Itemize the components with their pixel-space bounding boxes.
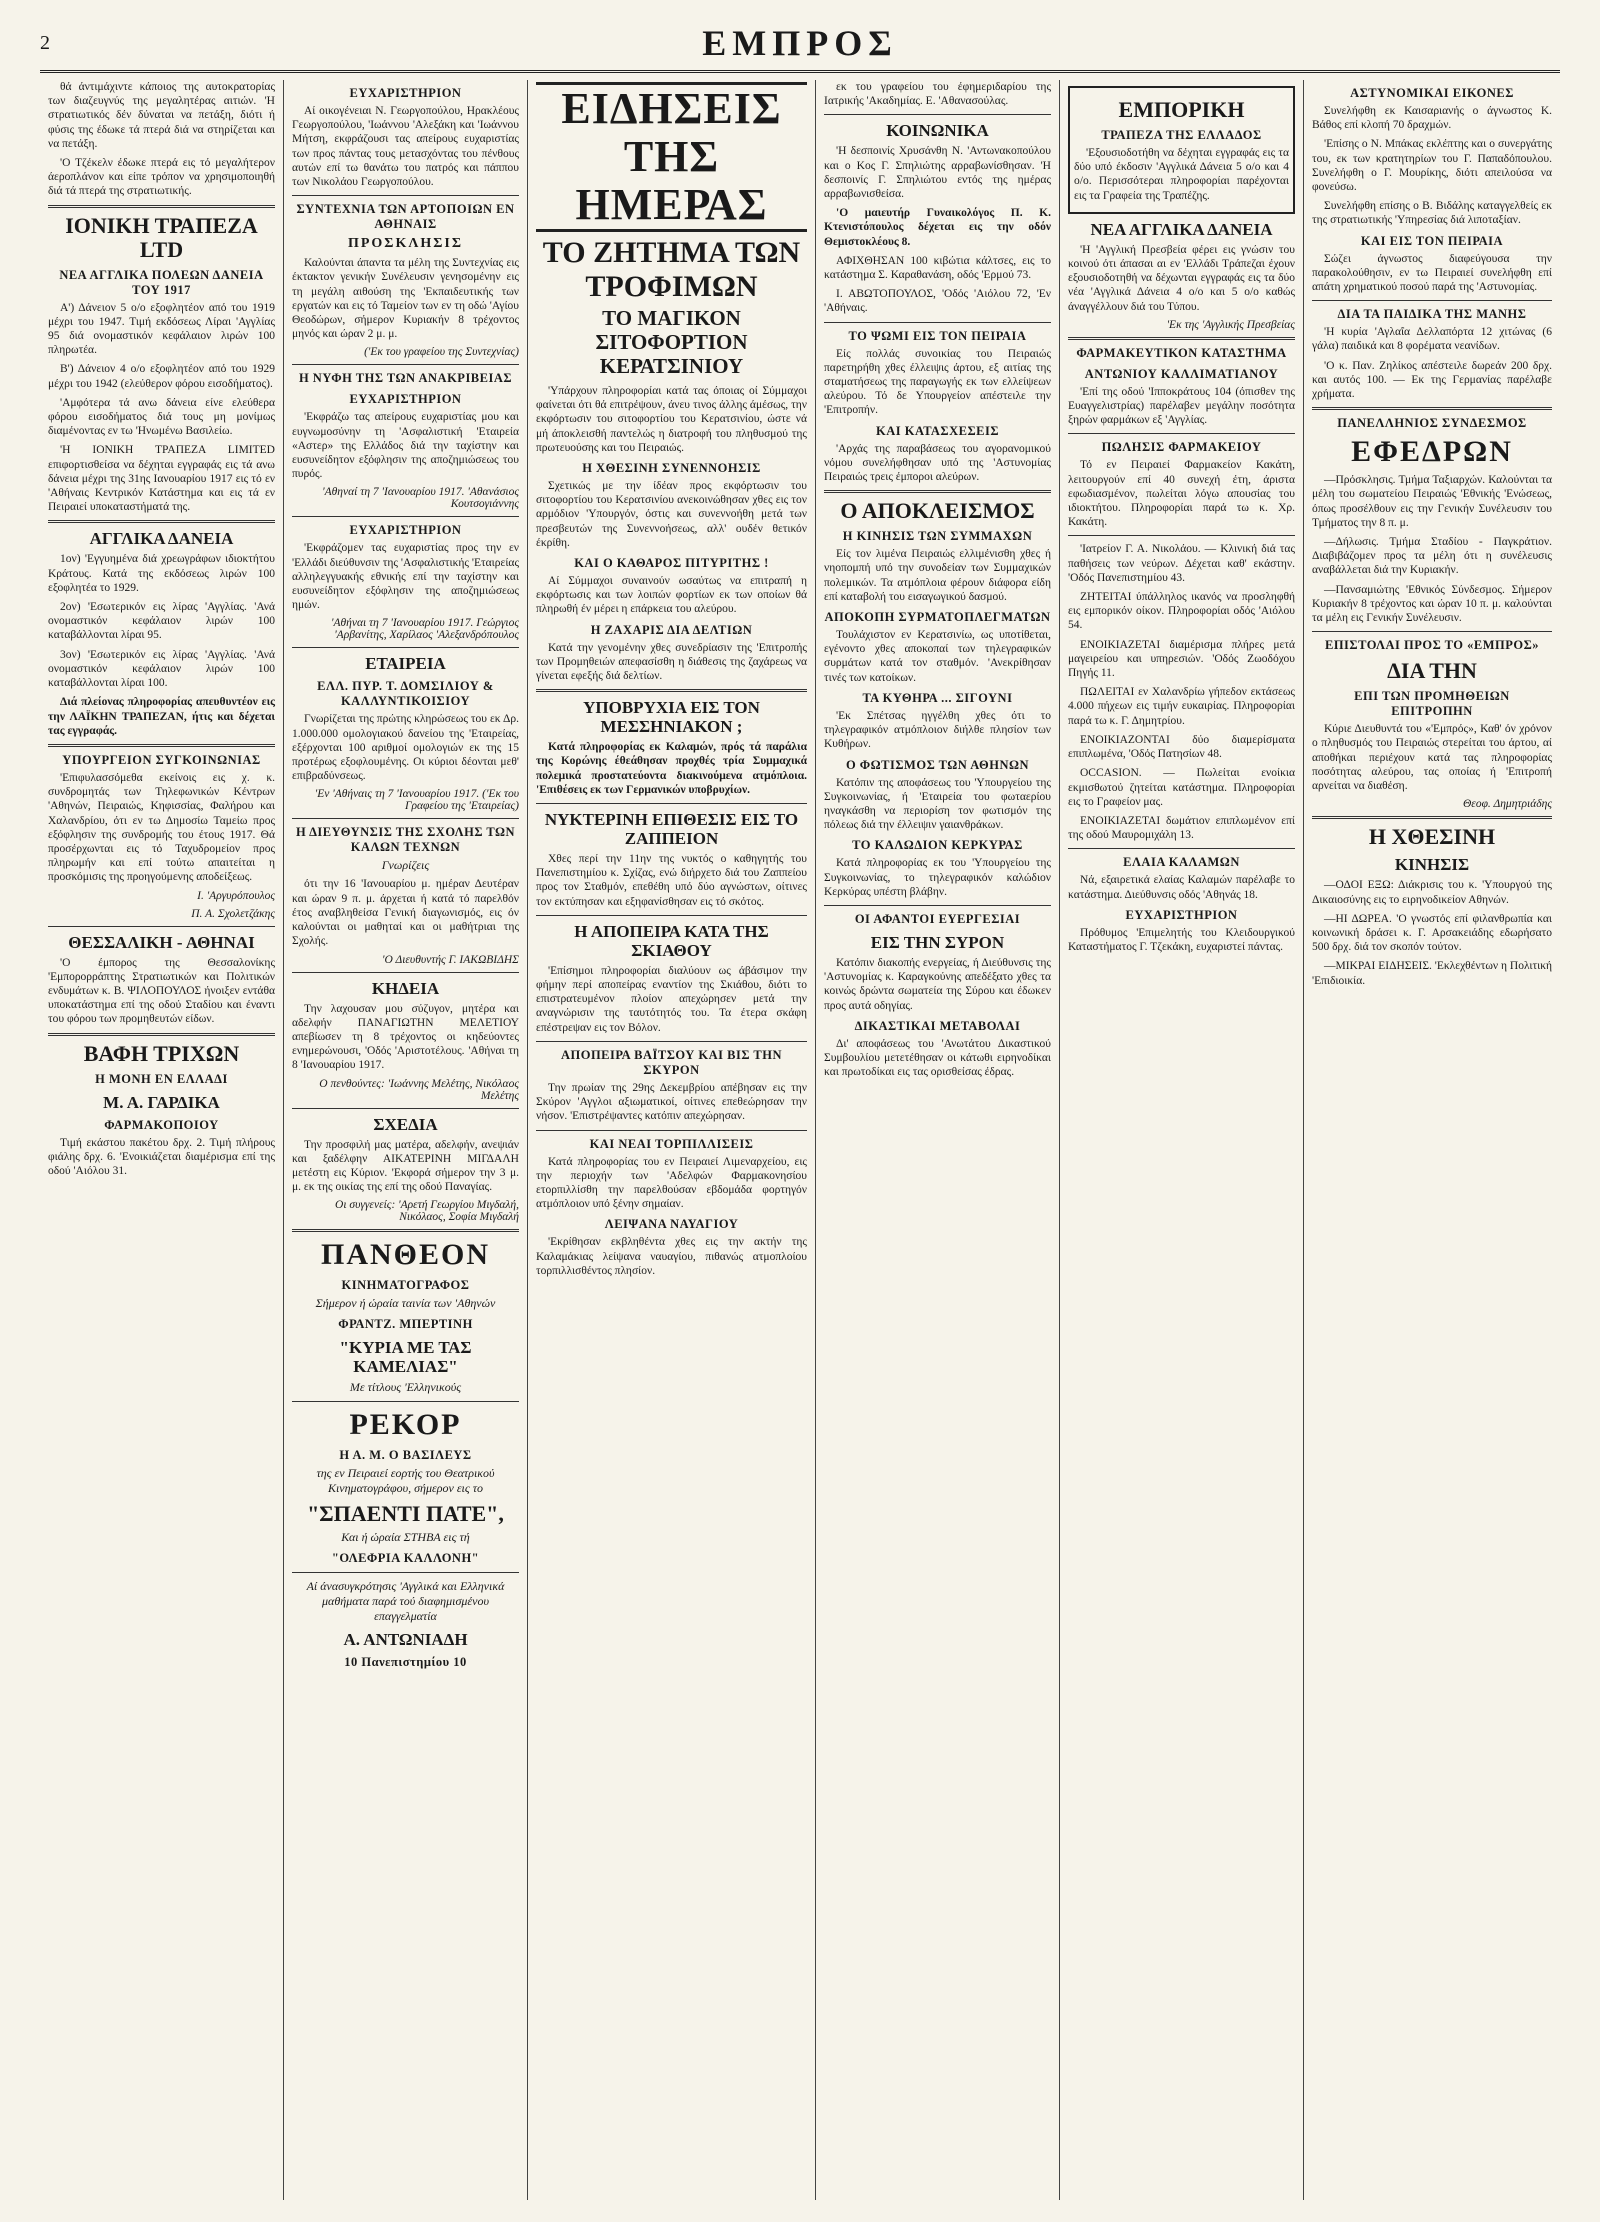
article-text: —Δήλωσις. Τμήμα Σταδίου - Παγκράτιον. Διαβιβάζομεν προς τα μέλη ότι η συνέλευσις αναβάλλεται διά την Κυριακήν.: [1312, 536, 1552, 577]
article-text: 'Ο μαιευτήρ Γυναικολόγος Π. Κ. Κτενιστόπουλος δέχεται εις την οδόν Θεμιστοκλέους 8.: [824, 207, 1051, 248]
article-text: εκ του γραφείου του έφημεριδαρίου της Ιατρικής 'Ακαδημίας. Ε. 'Αθανασούλας.: [824, 81, 1051, 108]
notice-heading: ΕΥΧΑΡΙΣΤΗΡΙΟΝ: [349, 392, 462, 407]
ad-heading: ΘΕΣΣΑΛΙΚΗ - ΑΘΗΝΑΙ: [68, 932, 255, 952]
ad-subheading: ΝΕΑ ΑΓΓΛΙΚΑ ΠΟΛΕΩΝ ΔΑΝΕΙΑ ΤΟΥ 1917: [59, 267, 264, 297]
page-number: 2: [40, 32, 50, 54]
ad-text: 'Εξουσιοδοτήθη να δέχηται εγγραφάς εις τα δύο υπό έκδοσιν 'Αγγλικά Δάνεια 5 ο/ο και 4 ο/ο. Περισσότεραι πληροφορίαι παρέχονται εις τα Γραφεία της Τραπέζης.: [1074, 147, 1289, 202]
article-text: Κύριε Διευθυντά του «'Εμπρός», Καθ' όν χρόνον ο πληθυσμός του Πειραιώς στερείται του άρτου, αί αποθήκαι περιέχουν κατά τας πληροφορίας ποσότητας αλεύρου, τας οποίας ή 'Επιτροπή αρνείται να διαθέση.: [1312, 723, 1552, 793]
ad-text: 2ον) 'Εσωτερικόν εις λίρας 'Αγγλίας. 'Ανά ονομαστικόν κεφάλαιον λιρών 100 καταβάλλονται λίραι 95.: [48, 601, 275, 642]
article-text: 'Εκρίθησαν εκβληθέντα χθες εις την ακτήν της Καλαμάκιας λείψανα ναυαγίου, πιθανώς ατμοπλοίου τορπιλλισθέντος πλησίον.: [536, 1236, 807, 1277]
section-heading: ΑΣΤΥΝΟΜΙΚΑΙ ΕΙΚΟΝΕΣ: [1350, 86, 1514, 100]
notice-text: Καλούνται άπαντα τα μέλη της Συντεχνίας εις έκτακτον γενικήν Συνέλευσιν γενησομένην εις τη μεγάλη αιθούση της 'Εκπαιδευτικής των εργατών και εις τό Ταμείον των εν τη οδώ 'Αγίου Θεοδώρων, σήμερον Κυριακήν 8 τρέχοντος μηνός και ώραν 2 μ. μ.: [292, 257, 519, 341]
article-subheading: ΕΙΣ ΤΗΝ ΣΥΡΟΝ: [870, 932, 1005, 952]
ad-heading: ΑΓΓΛΙΚΑ ΔΑΝΕΙΑ: [89, 529, 234, 549]
notice-text: 'Εκφράζω τας απείρους ευχαριστίας μου και ευγνωμοσύνην τη 'Ασφαλιστική 'Εταιρεία «Αστερ» της Ελλάδος διά την ταχίστην και ευσυνείδητον εξόφλησιν της αποζημιώσεως του πυρός.: [292, 411, 519, 481]
notice-signature: 'Αθηναί τη 7 'Ιανουαρίου 1917. 'Αθανάσιος Κουτσογιάννης: [322, 486, 519, 511]
notice-signature: 'Εν 'Αθήναις τη 7 'Ιανουαρίου 1917. ('Εκ του Γραφείου της 'Εταιρείας): [314, 788, 519, 813]
notice-heading: ΕΥΧΑΡΙΣΤΗΡΙΟΝ: [349, 523, 462, 538]
article-text: 'Επίσης ο Ν. Μπάκας εκλέπτης και ο συνεργάτης του, εκ των κρατητηρίων του Γ. Παπαδόπουλου. Συνελήφθη ο Γ. Μουρίκης, διότι απειλούσα να φονεύσω.: [1312, 138, 1552, 194]
notice-heading: ΥΠΟΥΡΓΕΙΟΝ ΣΥΓΚΟΙΝΩΝΙΑΣ: [62, 752, 261, 767]
article-text: —ΜΙΚΡΑΙ ΕΙΔΗΣΕΙΣ. 'Εκλεχθέντων η Πολιτική 'Επιδιοικία.: [1312, 960, 1552, 987]
ad-text: Νά, εξαιρετικά ελαίας Καλαμών παρέλαβε το κατάστημα. Διεύθυνσις οδός 'Αθηνάς 18.: [1068, 874, 1295, 901]
ad-text: 'Επί της οδού 'Ιπποκράτους 104 (όπισθεν της Ευαγγελιστρίας) παρέλαβεν μεγάλην ποσότητα ξηρών φαρμάκων εξ 'Αγγλίας.: [1068, 385, 1295, 427]
ad-name: Α. ΑΝΤΩΝΙΑΔΗ: [343, 1630, 468, 1650]
notice-text: Την λαχουσαν μου σύζυγον, μητέρα και αδελφήν ΠΑΝΑΓΙΩΤΗΝ ΜΕΛΕΤΙΟΥ απεβίωσεν τη 8 τρέχοντος οι κηδεύοντες ενημερώνουσι, 'Οδός 'Αριστοτέλους. 'Αθήναι τη 8 'Ιανουαρίου 1917.: [292, 1002, 519, 1072]
masthead: [40, 22, 1560, 73]
article-subheading: Η ΚΙΝΗΣΙΣ ΤΩΝ ΣΥΜΜΑΧΩΝ: [842, 529, 1033, 544]
notice-signature: 'Ο Διευθυντής Γ. ΙΑΚΩΒΙΔΗΣ: [382, 953, 519, 966]
notice-text: ότι την 16 'Ιανουαρίου μ. ημέραν Δευτέραν και ώραν 9 π. μ. άρχεται ή κατά τό παρελθόν έτος αναβληθείσα Γενική διαγωνισμός, εις όν καλούνται οι μαθηταί και οι μαθήτριαι της Σχολής.: [292, 878, 519, 948]
classified-text: ΖΗΤΕΙΤΑΙ ύπάλληλος ικανός να προσληφθή εις εμπορικόν οίκον. Πληροφορίαι οδός 'Αιόλου 54.: [1068, 591, 1295, 632]
column-6: [1304, 80, 1560, 2200]
section-banner: ΕΙΔΗΣΕΙΣ ΤΗΣ ΗΜΕΡΑΣ: [536, 82, 807, 232]
article-text: Δι' αποφάσεως του 'Ανωτάτου Δικαστικού Συμβουλίου μετετέθησαν οι κάτωθι ειρηνοδίκαι και πρωτοδίκαι εις τας ορισθείσας έδρας.: [824, 1037, 1051, 1079]
notice-signature: Π. Α. Σχολετζάκης: [191, 907, 275, 920]
notice-text: 'Επιφυλασσόμεθα εκείνοις εις χ. κ. συνδρομητάς των Τηλεφωνικών Κέντρων 'Αθηνών, Πειραιώς, Κηφισσίας, Φαλήρου και Χαλανδρίου, ότι εν τω Δημοσίω Ταμείω προς εξόφλησιν της συνδρομής του έτους 1917. Θά προσέρχωνται εις τό Ταχυδρομείον προς πληρωμήν και επί τούτω απαιτείται η προσκόμισις της προηγούμενης αποδείξεως.: [48, 771, 275, 884]
article-text: 'Αρχάς της παραβάσεως του αγορανομικού νόμου συνελήφθησαν υπό της 'Αστυνομίας Πειραιώς τρεις έμποροι αλεύρων.: [824, 442, 1051, 484]
cinema-text: της εν Πειραιεί εορτής του Θεατρικού Κινηματογράφου, σήμερον εις το: [316, 1466, 495, 1496]
article-text: Ι. ΑΒΩΤΟΠΟΥΛΟΣ, 'Οδός 'Αιόλου 72, 'Εν 'Αθήναις.: [824, 288, 1051, 315]
cinema-film: "ΟΛΕΦΡΙΑ ΚΑΛΛΟΝΗ": [331, 1551, 480, 1566]
cinema-name: ΦΡΑΝΤΖ. ΜΠΕΡΤΙΝΗ: [338, 1317, 473, 1332]
article-heading: ΚΑΙ ΕΙΣ ΤΟΝ ΠΕΙΡΑΙΑ: [1360, 233, 1504, 248]
column-1: [40, 80, 284, 2200]
ad-text: Τιμή εκάστου πακέτου δρχ. 2. Τιμή πλήρους φιάλης δρχ. 6. 'Ενοικιάζεται διαμέρισμα επί της οδού 'Αιόλου 31.: [48, 1136, 275, 1177]
article-heading: ΑΠΟΠΕΙΡΑ ΒΑΪΤΣΟΥ ΚΑΙ ΒΙΣ ΤΗΝ ΣΚΥΡΟΝ: [560, 1047, 783, 1077]
article-heading: ΔΙΚΑΣΤΙΚΑΙ ΜΕΤΑΒΟΛΑΙ: [854, 1018, 1021, 1033]
article-heading: ΚΑΙ Ο ΚΑΘΑΡΟΣ ΠΙΤΥΡΙΤΗΣ !: [574, 556, 769, 571]
column-3: [528, 80, 816, 2200]
classified-text: ΠΩΛΕΙΤΑΙ εν Χαλανδρίω γήπεδον εκτάσεως 4.000 πήχεων εις τιμήν ευκαιρίας. Πληροφορίαι παρά τω κ. Γ. Δημητρίου.: [1068, 686, 1295, 727]
ad-name: Μ. Α. ΓΑΡΔΙΚΑ: [103, 1092, 220, 1112]
ad-text: Β') Δάνειον 4 ο/ο εξοφλητέον από του 1929 μέχρι του 1942 (ελεύθερον φόρου εισοδήματος).: [48, 363, 275, 390]
notice-signature: Οι συγγενείς: 'Αρετή Γεωργίου Μιγδαλή, Νικόλαος, Σοφία Μιγδαλή: [335, 1199, 519, 1224]
article-heading: Η ΧΘΕΣΙΝΗ ΣΥΝΕΝΝΟΗΣΙΣ: [582, 461, 761, 476]
headline-sub: ΤΟ ΜΑΓΙΚΟΝ ΣΙΤΟΦΟΡΤΙΟΝ ΚΕΡΑΤΣΙΝΙΟΥ: [595, 306, 748, 378]
ad-heading: ΕΛΑΙΑ ΚΑΛΑΜΩΝ: [1123, 855, 1240, 870]
notice-signature: 'Αθήναι τη 7 'Ιανουαρίου 1917. Γεώργιος 'Αρβανίτης, Χαρίλαος 'Αλεξανδρόπουλος: [331, 617, 519, 642]
notice-heading: ΣΥΝΤΕΧΝΙΑ ΤΩΝ ΑΡΤΟΠΟΙΩΝ ΕΝ ΑΘΗΝΑΙΣ: [296, 202, 515, 232]
article-heading: ΤΑ ΚΥΘΗΡΑ ... ΣΙΓΟΥΝΙ: [862, 690, 1013, 705]
ad-box: [1068, 86, 1295, 214]
classified-text: OCCASION. — Πωλείται ενοίκια εκμισθωτού ζητείται κατάστημα. Πληροφορίαι εις το Γραφείον μας.: [1068, 767, 1295, 808]
article-text: Κατά πληροφορίας εκ Καλαμών, πρός τά παράλια της Κορώνης έθεάθησαν προχθές τρία Συμμαχικά πολεμικά προστατεύοντα διακινούμενα ατμόπλοια. 'Επιθέσεις εκ των Γερμανικών υποβρυχίων.: [536, 741, 807, 796]
article-text: Την πρωίαν της 29ης Δεκεμβρίου απέβησαν εις την Σκύρον 'Αγγλοι αξιωματικοί, οίτινες επεθεώρησαν την νήσον. 'Επιστρέψαντες κατόπιν απεχώρησαν.: [536, 1081, 807, 1123]
newspaper-title: ΕΜΠΡΟΣ: [702, 23, 898, 63]
article-text: 'Η κυρία 'Αγλαΐα Δελλαπόρτα 12 χιτώνας (6 γάλα) παιδικά και 8 φορέματα νεανίδων.: [1312, 326, 1552, 353]
ad-heading: ΙΟΝΙΚΗ ΤΡΑΠΕΖΑ LTD: [65, 212, 258, 262]
section-subheading: ΚΙΝΗΣΙΣ: [1394, 855, 1470, 875]
article-text: —Πανσαμιώτης 'Εθνικός Σύνδεσμος. Σήμερον Κυριακήν 8 τρέχοντος και ώραν 10 π. μ. καλούνται τα μέλη εις Γενικήν Συνέλευσιν.: [1312, 583, 1552, 625]
cinema-film: "ΣΠΑΕΝΤΙ ΠΑΤΕ",: [307, 1501, 504, 1527]
article-text: Τουλάχιστον εν Κερατσινίω, ως υποτίθεται, εγένοντο χθες αποκοπαί των τηλεγραφικών συρμάτων κατά τον σταθμόν. 'Ανεκρίθησαν τινές των κατοίκων.: [824, 629, 1051, 684]
article-heading: ΝΥΚΤΕΡΙΝΗ ΕΠΙΘΕΣΙΣ ΕΙΣ ΤΟ ΖΑΠΠΕΙΟΝ: [544, 810, 799, 849]
ad-text: Διά πλείονας πληροφορίας απευθυντέον εις την ΛΑΪΚΗΝ ΤΡΑΠΕΖΑΝ, ήτις και δέχεται τας εγγραφάς.: [48, 696, 275, 737]
article-text: Κατόπιν διακοπής ενεργείας, ή Διεύθυνσις της 'Αστυνομίας κ. Καραγκούνης απεδέξατο χθες τα κοινώς δρώντα σωματεία της Σύρου και έδωκεν προς αυτά οδηγίας.: [824, 956, 1051, 1012]
article-heading: ΛΕΙΨΑΝΑ ΝΑΥΑΓΙΟΥ: [604, 1217, 739, 1232]
notice-signature: Ο πενθούντες: 'Ιωάννης Μελέτης, Νικόλαος Μελέτης: [319, 1077, 519, 1102]
article-text: Σώζει άγνωστος διαφεύγουσα την παρακολούθησιν, εν τω Πειραιεί συνελήφθη επί απάτη χρηματικού ποσού παρά της 'Αστυνομίας.: [1312, 252, 1552, 294]
cinema-film: "ΚΥΡΙΑ ΜΕ ΤΑΣ ΚΑΜΕΛΙΑΣ": [339, 1338, 472, 1377]
article-subheading: ΕΠΙ ΤΩΝ ΠΡΟΜΗΘΕΙΩΝ ΕΠΙΤΡΟΠΗΝ: [1354, 689, 1510, 719]
notice-signature: ('Εκ του γραφείου της Συντεχνίας): [364, 346, 519, 359]
cinema-subheading: ΚΙΝΗΜΑΤΟΓΡΑΦΟΣ: [341, 1278, 470, 1293]
article-text: θά άντιμάχιντε κάποιος της αυτοκρατορίας των διαζευγνύς της μεγαλητέρας αιτιών. 'Η στρατιωτικός δέν δύναται να πετάξη, διότι ή φύσις της έδωκε τά πτερά διά να στηρίζεται και να πετάξη.: [48, 81, 275, 150]
column-5: [1060, 80, 1304, 2200]
headline: ΤΟ ΖΗΤΗΜΑ ΤΩΝ ΤΡΟΦΙΜΩΝ: [542, 236, 801, 303]
ad-text: Αί άνασυγκρότησις 'Αγγλικά και Ελληνικά μαθήματα παρά τού διαφημισμένου επαγγελματία: [306, 1579, 505, 1624]
article-text: ΑΦΙΧΘΗΣΑΝ 100 κιβώτια κάλτσες, εις το κατάστημα Σ. Καραθανάση, οδός 'Ερμού 73.: [824, 254, 1051, 282]
notice-signature: Ι. 'Αργυρόπουλος: [197, 889, 275, 902]
section-heading: ΠΑΝΕΛΛΗΝΙΟΣ ΣΥΝΔΕΣΜΟΣ: [1337, 416, 1527, 431]
ad-heading: ΦΑΡΜΑΚΕΥΤΙΚΟΝ ΚΑΤΑΣΤΗΜΑ: [1076, 345, 1287, 360]
notice-heading: ΕΥΧΑΡΙΣΤΗΡΙΟΝ: [349, 86, 462, 100]
ad-address: 10 Πανεπιστημίου 10: [344, 1655, 467, 1670]
article-heading: Η ΖΑΧΑΡΙΣ ΔΙΑ ΔΕΛΤΙΩΝ: [590, 622, 753, 637]
notice-text: Γνωρίζεται της πρώτης κληρώσεως του εκ Δρ. 1.000.000 ομολογιακού δανείου της 'Εταιρείας, εξέρχονται 100 αριθμοί ομολογιών εκ της 15 προτέρως εξοφλουμένης. Οι κύριοι δέονται μεθ' επιβραδύνσεως.: [292, 713, 519, 783]
ad-text: 'Αμφότερα τά ανω δάνεια είνε ελεύθερα φόρου εισοδήματος διά τους μη μονίμως διαμένοντας εν τω 'Ηνωμένω Βασιλείω.: [48, 396, 275, 438]
article-text: —ΟΔΟΙ ΕΞΩ: Διάκρισις του κ. 'Υπουργού της Δικαιοσύνης εις το ειρηνοδικείον Αθηνών.: [1312, 879, 1552, 906]
notice-heading: Η ΔΙΕΥΘΥΝΣΙΣ ΤΗΣ ΣΧΟΛΗΣ ΤΩΝ ΚΑΛΩΝ ΤΕΧΝΩΝ: [295, 825, 516, 855]
article-heading: ΤΟ ΚΑΛΩΔΙΟΝ ΚΕΡΚΥΡΑΣ: [852, 838, 1023, 853]
article-heading: Ο ΦΩΤΙΣΜΟΣ ΤΩΝ ΑΘΗΝΩΝ: [845, 757, 1030, 772]
article-text: Χθες περί την 11ην της νυκτός ο καθηγητής του Πανεπιστημίου κ. Σχίζας, ενώ διήρχετο διά του Ζαππείου προς τον Σταθμόν, επεθέθη υπό δύο αγνώστων, οίτινες τον εκτύπησαν και εξηφανίσθησαν εις τό σκότος.: [536, 853, 807, 908]
cinema-subheading: Η Α. Μ. Ο ΒΑΣΙΛΕΥΣ: [339, 1448, 472, 1463]
notice-heading: Η ΝΥΦΗ ΤΗΣ ΤΩΝ ΑΝΑΚΡΙΒΕΙΑΣ: [298, 371, 513, 386]
cinema-text: Σήμερον ή ώραία ταινία των 'Αθηνών: [315, 1296, 496, 1311]
ad-name: ΑΝΤΩΝΙΟΥ ΚΑΛΛΙΜΑΤΙΑΝΟΥ: [1084, 366, 1279, 381]
classified-text: ΕΝΟΙΚΙΑΖΕΤΑΙ διαμέρισμα πλήρες μετά μαγειρείου και υπηρεσιών. 'Οδός Ζωοδόχου Πηγής 11.: [1068, 638, 1295, 680]
article-heading: ΚΑΙ ΚΑΤΑΣΧΕΣΕΙΣ: [875, 423, 999, 438]
article-heading: Η ΑΠΟΠΕΙΡΑ ΚΑΤΑ ΤΗΣ ΣΚΙΑΘΟΥ: [574, 921, 769, 960]
article-heading: ΚΑΙ ΝΕΑΙ ΤΟΡΠΙΛΛΙΣΕΙΣ: [589, 1136, 754, 1151]
ad-heading: ΝΕΑ ΑΓΓΛΙΚΑ ΔΑΝΕΙΑ: [1090, 219, 1273, 239]
article-text: —ΗΙ ΔΩΡΕΑ. 'Ο γνωστός επί φιλανθρωπία και κοινωνική δράσει κ. Γ. Αρσακειάδης εδωρήσατο 500 δρχ. διά τον σκοπόν τούτον.: [1312, 912, 1552, 954]
notice-heading: ΕΤΑΙΡΕΙΑ: [365, 654, 446, 674]
section-heading: ΕΠΙΣΤΟΛΑΙ ΠΡΟΣ ΤΟ «ΕΜΠΡΟΣ»: [1325, 638, 1539, 653]
article-text: 'Ο κ. Παν. Ζηλίκος απέστειλε δωρεάν 200 δρχ. και αυτός 100. — Εκ της Γερμανίας παρέλαβε χρήματα.: [1312, 359, 1552, 401]
ad-text: Πρόθυμος 'Επιμελητής του Κλειδουργικού Καταστήματος Γ. Τζεκάκη, ευχαριστεί πάντας.: [1068, 926, 1295, 953]
classified-text: ΕΝΟΙΚΙΑΖΟΝΤΑΙ δύο διαμερίσματα επιπλωμένα, 'Οδός Πατησίων 48.: [1068, 733, 1295, 761]
article-text: 'Η δεσποινίς Χρυσάνθη Ν. 'Αντωνακοπούλου και ο Κος Γ. Σπηλιώτης αρραβωνίσθησαν. 'Η δεσποινίς Γ. Σπηλιώτου εντός της ημέρας αρραβωνισθείσα.: [824, 145, 1051, 201]
ad-subheading: ΦΑΡΜΑΚΟΠΟΙΟΥ: [104, 1117, 219, 1132]
article-heading: ΤΟ ΨΩΜΙ ΕΙΣ ΤΟΝ ΠΕΙΡΑΙΑ: [848, 328, 1027, 343]
ad-heading: ΠΩΛΗΣΙΣ ΦΑΡΜΑΚΕΙΟΥ: [1101, 440, 1262, 455]
ad-subheading: ΤΡΑΠΕΖΑ ΤΗΣ ΕΛΛΑΔΟΣ: [1101, 128, 1262, 142]
ad-heading: ΕΜΠΟΡΙΚΗ: [1118, 97, 1245, 122]
article-text: Κατά πληροφορίας εκ του 'Υπουργείου της Συγκοινωνίας, το τηλεγραφικόν καλώδιον Κερκύρας υπέστη βλάβην.: [824, 857, 1051, 898]
cinema-text: Και ή ώραία ΣΤΗΒΑ εις τή: [341, 1530, 470, 1545]
article-text: 'Ο Τζέκελν έδωκε πτερά εις τό μεγαλήτερον άεροπλάνον και είπε τρόπον να χρησιμοποιηθή διά τά πτερά της στρατιωτικής.: [48, 157, 275, 198]
article-text: 'Υπάρχουν πληροφορίαι κατά τας όποιας οί Σύμμαχοι φαίνεται ότι θά επιτρέψουν, άνευ τινος άλλης άμέσως, την εκφόρτωσιν του σιτοφορτίου του Κερατσινίου, ώστε νά μή άποκλεισθή παντελώς η διατροφή του πληθυσμού της πρωτευούσης και του Πειραιώς.: [536, 385, 807, 454]
ad-text: Α') Δάνειον 5 ο/ο εξοφλητέον από του 1919 μέχρι του 1947. Τιμή εκδόσεως Λίραι 'Αγγλίας 95 διά ονομαστικόν κεφάλαιον λιρών 100 πληρωτέα.: [48, 301, 275, 357]
ad-subheading: Η ΜΟΝΗ ΕΝ ΕΛΛΑΔΙ: [95, 1071, 228, 1086]
article-text: 'Εκ Σπέτσας ηγγέλθη χθες ότι το τηλεγραφικόν ατμόπλοιον διήλθε πλησίον των Κυθήρων.: [824, 709, 1051, 751]
article-text: Κατά την γενομένην χθες συνεδρίασιν της 'Επιτροπής των Προμηθειών απεφασίσθη η διάθεσις της ζαχάρεως να γίνεται εφεξής διά δελτίων.: [536, 641, 807, 683]
cinema-heading: ΠΑΝΘΕΟΝ: [320, 1238, 490, 1272]
ad-text: Τό εν Πειραιεί Φαρμακείον Κακάτη, λειτουργούν επί 40 συνεχή έτη, άριστα εφωδιασμένον, πωλείται λόγω απουσίας του ιδιοκτήτου. Πληροφορίαι παρά τω κ. Χρ. Κακάτη.: [1068, 459, 1295, 529]
article-heading: ΑΠΟΚΟΠΗ ΣΥΡΜΑΤΟΠΛΕΓΜΑΤΩΝ: [824, 610, 1051, 625]
ad-text: 1ον) 'Εγγυημένα διά χρεωγράφων ιδιοκτήτου Κράτους. Κατά της εκδόσεως λιρών 100 εξοφλητέα το 1929.: [48, 553, 275, 594]
ad-heading: ΒΑΦΗ ΤΡΙΧΩΝ: [83, 1040, 240, 1066]
article-text: Συνελήφθη επίσης ο Β. Βιδάλης καταγγελθείς εκ της στρατιωτικής 'Υπηρεσίας διά λιποταξίαν.: [1312, 200, 1552, 227]
classified-text: ΕΝΟΙΚΙΑΖΕΤΑΙ δωμάτιον επιπλωμένον επί της οδού Μαυρομιχάλη 13.: [1068, 814, 1295, 842]
article-text: Είς τον λιμένα Πειραιώς ελλιμένισθη χθες ή νηοπομπή υπό την συνοδείαν των Συμμαχικών πολεμικών. Τα ατμόπλοια φέρουν διάφορα είδη επί καταβολή του εισαγωγικού δασμού.: [824, 548, 1051, 603]
cinema-text: Με τίτλους 'Ελληνικούς: [349, 1380, 462, 1395]
ad-text: 'Η ΙΟΝΙΚΗ ΤΡΑΠΕΖΑ LIMITED επιφορτισθείσα να δέχηται εγγραφάς εις τά ανω δάνεια μέχρι της 31ης Ιανουαρίου 1917 εις τό εν 'Αθήναις Κεντρικόν Κατάστημα και εις τά εν Πειραιεί υποκαταστήματά της.: [48, 444, 275, 514]
ad-text: 'Ο έμπορος της Θεσσαλονίκης 'Εμπορορράπτης Στρατιωτικών και Πολιτικών ενδυμάτων κ. Β. ΨΙΛΟΠΟΥΛΟΣ ήνοιξεν εντάθα υποκατάστημα επί της οδού Σταδίου και έναντι του φόρου των προμηθευτών είδων.: [48, 956, 275, 1026]
notice-text: Την προσφιλή μας ματέρα, αδελφήν, ανεψιάν και ξαδέλφην ΑΙΚΑΤΕΡΙΝΗ ΜΙΓΔΑΛΗ μετέστη εις Κύριον. 'Εκφορά σήμερον την 3 μ. μ. εκ της οικίας της επί της οδού Παναγίας.: [292, 1138, 519, 1194]
columns: [40, 80, 1560, 2200]
article-text: Κατά πληροφορίας του εν Πειραιεί Λιμεναρχείου, εις την περιοχήν των 'Αδελφών Φαρμακονησίου ετορπιλλίσθη την παρελθούσαν εβδομάδα φορτηγόν ατμόπλοιον υπό ξένην σημαίαν.: [536, 1155, 807, 1211]
article-text: Συνελήφθη εκ Καισαριανής ο άγνωστος Κ. Βάθος επί κλοπή 70 δραχμών.: [1312, 105, 1552, 132]
article-text: 'Επίσημοι πληροφορίαι διαλύουν ως άβάσιμον την φήμην περί αποπείρας εναντίον της Σκιάθου, διότι το επιστρατευμένον πλοίον απεχώρησεν μετά την αναγνώρισιν της ταυτότητός του. Τα έτερα σκάφη επέστρεψαν εις τον Βόλον.: [536, 964, 807, 1034]
section-heading-large: ΕΦΕΔΡΩΝ: [1351, 435, 1513, 469]
article-text: —Πρόσκλησις. Τμήμα Ταξιαρχών. Καλούνται τα μέλη του σωματείου Πειραιώς 'Εθνικής 'Ενώσεως, όπως προσέλθουν εις την Γενικήν Συνέλευσιν του Τμήματος την 8 π. μ.: [1312, 474, 1552, 529]
notice-subheading: ΠΡΟΣΚΛΗΣΙΣ: [347, 236, 464, 252]
notice-heading: ΚΗΔΕΙΑ: [371, 978, 440, 998]
notice-heading: ΣΧΕΔΙΑ: [373, 1114, 438, 1134]
classified-text: 'Ιατρείον Γ. Α. Νικολάου. — Κλινική διά τας παθήσεις των νεύρων. Δέχεται καθ' εκάστην. 'Οδός Πανεπιστημίου 43.: [1068, 543, 1295, 584]
ad-text: 3ον) 'Εσωτερικόν εις λίρας 'Αγγλίας. 'Ανά ονομαστικόν κεφάλαιον λιρών 100 καταβάλλονται λίραι 100.: [48, 648, 275, 690]
article-heading: Ο ΑΠΟΚΛΕΙΣΜΟΣ: [840, 498, 1035, 524]
letter-signature: Θεοφ. Δημητριάδης: [1462, 798, 1552, 811]
article-heading: ΔΙΑ ΤΗΝ: [1387, 658, 1477, 684]
section-heading: ΚΟΙΝΩΝΙΚΑ: [886, 121, 989, 141]
notice-subheading: ΕΛΛ. ΠΥΡ. Τ. ΔΟΜΣΙΛΙΟΥ & ΚΑΛΛΥΝΤΙΚΟΙΣΙΟΥ: [317, 679, 494, 709]
cinema-heading: ΡΕΚΟΡ: [349, 1408, 462, 1442]
ad-signature: 'Εκ της 'Αγγλικής Πρεσβείας: [1166, 318, 1295, 331]
notice-subheading: Γνωρίζεις: [381, 858, 430, 873]
article-heading: ΟΙ ΑΦΑΝΤΟΙ ΕΥΕΡΓΕΣΙΑΙ: [854, 911, 1021, 926]
article-heading: ΔΙΑ ΤΑ ΠΑΙΔΙΚΑ ΤΗΣ ΜΑΝΗΣ: [1337, 307, 1527, 322]
column-4: [816, 80, 1060, 2200]
notice-text: 'Εκφράζομεν τας ευχαριστίας προς την εν 'Ελλάδι διεύθυνσιν της 'Ασφαλιστικής 'Εταιρείας αλληλεγγυακής εθνικής επί την ταχίστην και ευσυνείδητον εξόφλησιν της αποζημιώσεως ημών.: [292, 542, 519, 612]
column-2: [284, 80, 528, 2200]
ad-heading: ΕΥΧΑΡΙΣΤΗΡΙΟΝ: [1125, 907, 1238, 922]
ad-text: 'Η 'Αγγλική Πρεσβεία φέρει εις γνώσιν του κοινού ότι άπασαι αι εν 'Ελλάδι Τράπεζαι έχουν εξουσιοδοτηθή να δέχωνται εγγραφάς εις τα δύο νέα 'Αγγλικά Δάνεια 4 ο/ο και 5 ο/ο καθώς άναγγέλλουν διά του Τύπου.: [1068, 243, 1295, 313]
article-text: Αί Σύμμαχοι συναινούν ωσαύτως να επιτραπή η εκφόρτωσις και των λοιπών φορτίων εκ των οποίων θά πληρωθή έν μέρει η επάρκεια του αλεύρου.: [536, 575, 807, 616]
article-text: Σχετικώς με την ίδέαν προς εκφόρτωσιν του σιτοφορτίου του Κερατσινίου ανεκοινώθησαν χθες εις τον αρμόδιον 'Υπουργόν, όστις και συνεννοήθη μετά των πρεσβευτών της Συνεννοήσεως, αλλ' ουδέν θετικόν έκρίθη.: [536, 480, 807, 549]
article-text: Κατόπιν της αποφάσεως του 'Υπουργείου της Συγκοινωνίας, ή 'Εταιρεία του φωταερίου ηναγκάσθη να περιορίση τον φωτισμόν της πόλεως διά την έλλειψιν γαιανθράκων.: [824, 776, 1051, 832]
article-text: Είς πολλάς συνοικίας του Πειραιώς παρετηρήθη χθες έλλειψις άρτου, εξ αιτίας της σταματήσεως της παραγωγής εκ των ελλείψεων αλεύρου. Τό δε Υπουργείον απέστειλε την 'Επιτροπήν.: [824, 347, 1051, 417]
section-heading: Η ΧΘΕΣΙΝΗ: [1368, 824, 1496, 850]
article-heading: ΥΠΟΒΡΥΧΙΑ ΕΙΣ ΤΟΝ ΜΕΣΣΗΝΙΑΚΟΝ ;: [583, 698, 760, 737]
notice-text: Αί οικογένειαι Ν. Γεωργοπούλου, Ηρακλέους Γεωργοπούλου, 'Ιωάννου 'Αλεξάκη και 'Ιωάννου Μήτση, εκφράζουσι τας απείρους ευχαριστίας των προς πάντας τους μετασχόντας του πένθους αυτών επί τω θανάτω του πατρός και πάππου των Νικολάου Γεωργοπούλου.: [292, 105, 519, 189]
